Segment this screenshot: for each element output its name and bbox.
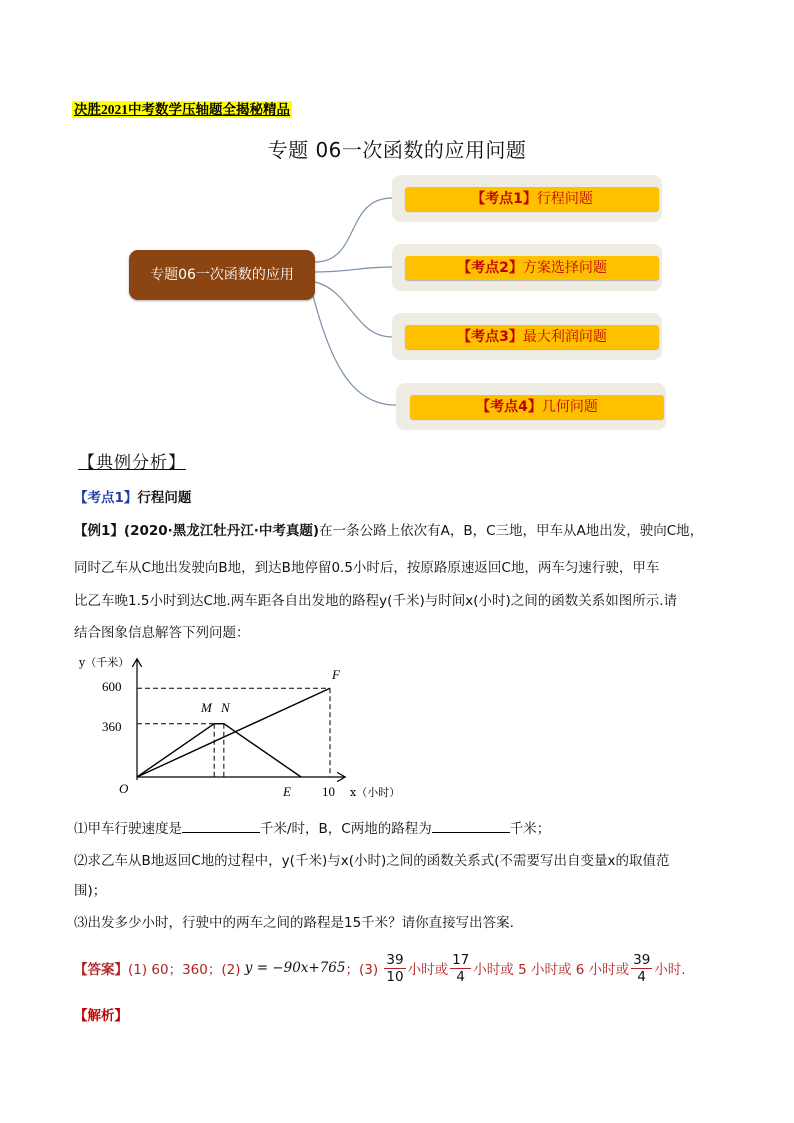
example-tag: 【例1】: [74, 523, 124, 539]
analysis-tag: 【解析】: [74, 1008, 128, 1024]
q1-part-c: 千米；: [509, 821, 551, 837]
answer-part-1: (1) 60；360；(2): [128, 962, 245, 978]
q1-part-b: 千米/时，B，C两地的路程为: [260, 821, 432, 837]
branch-3-text: 最大利润问题: [522, 329, 607, 345]
fraction-2-denominator: 4: [456, 968, 465, 985]
example-line-3: 比乙车晚1.5小时到达C地.两车距各自出发地的路程y(千米)与时间x(小时)之间的函数关系如图所示.请: [74, 593, 678, 609]
question-3: ⑶出发多少小时，行驶中的两车之间的路程是15千米？请你直接写出答案.: [74, 915, 514, 931]
answer-unit-3: 小时.: [654, 962, 686, 978]
branch-4-tag: 【考点4】: [476, 399, 542, 415]
page-title: 专题 06一次函数的应用问题: [267, 138, 527, 162]
fraction-39-4: [631, 952, 652, 985]
mindmap-center-node: 专题06一次函数的应用: [129, 250, 315, 300]
branch-1-tag: 【考点1】: [471, 191, 537, 207]
answer-line: [74, 946, 686, 990]
function-graph: [74, 650, 434, 810]
x-axis-label: x（小时）: [350, 786, 401, 799]
connector-1: [315, 198, 392, 262]
answer-formula: y = −90x+765: [244, 960, 346, 976]
answer-unit-2: 小时或 5 小时或 6 小时或: [473, 962, 630, 978]
q1-blank-distance[interactable]: [432, 820, 510, 833]
answer-tag: 【答案】: [74, 962, 128, 978]
example-line-2: 同时乙车从C地出发驶向B地，到达B地停留0.5小时后，按原路原速返回C地，两车匀速行驶，甲车: [74, 560, 660, 576]
y-tick-600: 600: [102, 679, 122, 694]
question-2-line-2: 围)；: [74, 883, 107, 899]
question-2-line-1: ⑵求乙车从B地返回C地的过程中，y(千米)与x(小时)之间的函数关系式(不需要写出自变量x的取值范: [74, 853, 670, 869]
branch-2-tag: 【考点2】: [457, 260, 523, 276]
header-banner: 决胜2021中考数学压轴题全揭秘精品: [74, 102, 290, 117]
question-1: [74, 818, 734, 840]
point-label-O: O: [119, 781, 129, 796]
q1-blank-speed[interactable]: [182, 820, 260, 833]
series-line-yi: [137, 724, 301, 777]
example-text-1: 在一条公路上依次有A，B，C三地，甲车从A地出发，驶向C地，: [319, 523, 704, 539]
fraction-3-denominator: 4: [637, 968, 647, 985]
branch-1-text: 行程问题: [536, 191, 593, 207]
fraction-17-4: [450, 952, 471, 985]
fraction-39-10: [384, 952, 405, 985]
mindmap-branch-4: [410, 395, 664, 419]
x-tick-10: 10: [322, 784, 335, 799]
y-tick-360: 360: [102, 719, 122, 734]
series-line-jia: [137, 688, 330, 777]
point-label-M: M: [201, 700, 212, 715]
q1-part-a: ⑴甲车行驶速度是: [74, 821, 182, 837]
mindmap-branch-3: [405, 325, 659, 349]
subsection-heading: [74, 486, 191, 506]
example-line-4: 结合图象信息解答下列问题：: [74, 625, 250, 641]
fraction-1-numerator: 39: [386, 951, 404, 968]
example-line-1: [74, 520, 734, 542]
mindmap-branch-1: [405, 187, 659, 211]
example-source: (2020·黑龙江牡丹江·中考真题): [123, 523, 320, 539]
connector-3: [315, 282, 392, 337]
subsection-text: 行程问题: [137, 490, 192, 506]
connector-4: [312, 292, 396, 405]
mindmap-branch-2: [405, 256, 659, 280]
branch-4-text: 几何问题: [541, 399, 598, 415]
y-axis-label: y（千米）: [79, 656, 130, 669]
fraction-3-numerator: 39: [633, 951, 651, 968]
branch-2-text: 方案选择问题: [522, 260, 607, 276]
subsection-tag: 【考点1】: [74, 490, 138, 506]
point-label-N: N: [221, 700, 230, 715]
connector-2: [315, 267, 392, 272]
mindmap-connectors: [0, 0, 794, 440]
fraction-2-numerator: 17: [452, 951, 470, 968]
fraction-1-denominator: 10: [386, 968, 404, 985]
point-label-F: F: [332, 667, 340, 682]
branch-3-tag: 【考点3】: [457, 329, 523, 345]
point-label-E: E: [283, 784, 291, 799]
answer-part-2: ；(3): [345, 962, 383, 978]
section-heading: 【典例分析】: [78, 453, 186, 473]
answer-unit-1: 小时或: [407, 962, 449, 978]
